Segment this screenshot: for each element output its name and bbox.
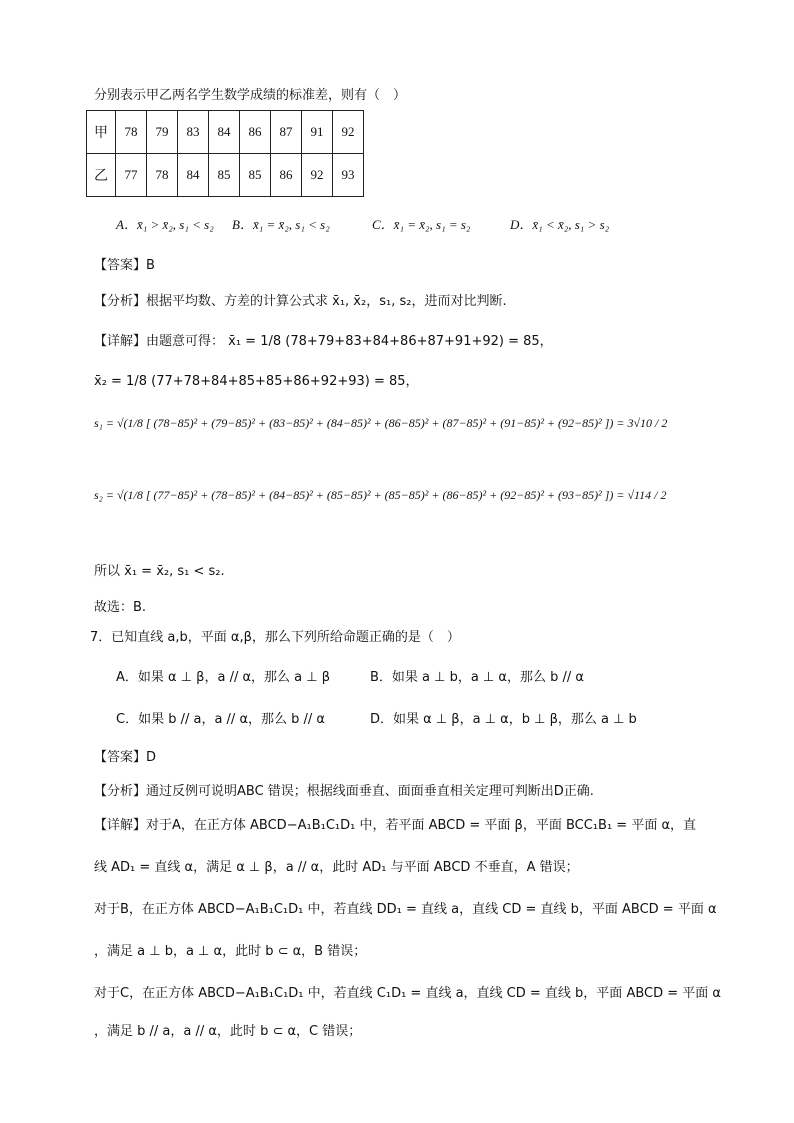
table-row	[87, 111, 364, 154]
table-cell: 78	[147, 154, 178, 197]
q7-detail-6: ，满足 b // a，a // α，此时 b ⊂ α，C 错误；	[94, 1024, 362, 1039]
q6-answer: 【答案】B	[94, 258, 155, 273]
row-label: 乙	[87, 154, 116, 197]
table-cell: 92	[333, 111, 364, 154]
q6-conclusion: 所以 x̄₁ = x̄₂, s₁ < s₂.	[94, 564, 225, 579]
table-cell: 85	[209, 154, 240, 197]
table-cell: 86	[240, 111, 271, 154]
q7-detail-1: 【详解】对于A，在正方体 ABCD−A₁B₁C₁D₁ 中，若平面 ABCD = 平面 β，平面 BCC₁B₁ = 平面 α，直	[94, 818, 697, 833]
q7-option-d: D．如果 α ⊥ β，a ⊥ α，b ⊥ β，那么 a ⊥ b	[370, 712, 637, 727]
table-cell: 79	[147, 111, 178, 154]
q6-option-d: D．x̄₁ < x̄₂, s₁ > s₂	[510, 217, 610, 232]
table-cell: 92	[302, 154, 333, 197]
table-cell: 86	[271, 154, 302, 197]
q7-detail-3: 对于B，在正方体 ABCD−A₁B₁C₁D₁ 中，若直线 DD₁ = 直线 a，直线 CD = 直线 b，平面 ABCD = 平面 α	[94, 902, 717, 917]
q7-option-c: C．如果 b // a，a // α，那么 b // α	[116, 712, 325, 727]
q6-detail-mean-1: 【详解】由题意可得： x̄₁ = 1/8 (78+79+83+84+86+87+91+92) = 85，	[94, 334, 553, 349]
q7-detail-2: 线 AD₁ = 直线 α，满足 α ⊥ β，a // α，此时 AD₁ 与平面 ABCD 不垂直，A 错误；	[94, 860, 579, 875]
table-cell: 84	[209, 111, 240, 154]
table-cell: 84	[178, 154, 209, 197]
q7-detail-5: 对于C，在正方体 ABCD−A₁B₁C₁D₁ 中，若直线 C₁D₁ = 直线 a，直线 CD = 直线 b，平面 ABCD = 平面 α	[94, 986, 721, 1001]
table-cell: 78	[116, 111, 147, 154]
table-row	[87, 154, 364, 197]
q6-std-dev-2: s₂ = √(1/8 [ (77−85)² + (78−85)² + (84−85)² + (85−85)² + (85−85)² + (86−85)² + (92−85)² + (93−85)² ]) = √114 / 2	[94, 488, 667, 502]
q6-analysis: 【分析】根据平均数、方差的计算公式求 x̄₁, x̄₂，s₁, s₂，进而对比判断.	[94, 294, 507, 309]
q7-detail-4: ，满足 a ⊥ b，a ⊥ α，此时 b ⊂ α，B 错误；	[94, 944, 367, 959]
score-table	[86, 110, 364, 197]
q6-option-b: B．x̄₁ = x̄₂, s₁ < s₂	[232, 217, 330, 232]
q7-stem: 7．已知直线 a,b，平面 α,β，那么下列所给命题正确的是（ ）	[90, 630, 460, 645]
table-cell: 83	[178, 111, 209, 154]
table-cell: 87	[271, 111, 302, 154]
intro-line: 分别表示甲乙两名学生数学成绩的标准差，则有（ ）	[94, 88, 407, 103]
q7-analysis: 【分析】通过反例可说明ABC 错误；根据线面垂直、面面垂直相关定理可判断出D正确.	[94, 784, 594, 799]
q7-option-a: A．如果 α ⊥ β，a // α，那么 a ⊥ β	[116, 670, 331, 685]
q7-option-b: B．如果 a ⊥ b，a ⊥ α，那么 b // α	[370, 670, 584, 685]
q6-option-a: A．x̄₁ > x̄₂, s₁ < s₂	[116, 217, 214, 232]
q6-detail-mean-2: x̄₂ = 1/8 (77+78+84+85+85+86+92+93) = 85，	[94, 374, 419, 389]
row-label: 甲	[87, 111, 116, 154]
table-cell: 93	[333, 154, 364, 197]
q6-std-dev-1: s₁ = √(1/8 [ (78−85)² + (79−85)² + (83−85)² + (84−85)² + (86−85)² + (87−85)² + (91−85)² + (92−85)² ]) = 3√10 / 2	[94, 416, 668, 430]
q6-choice: 故选：B.	[94, 600, 147, 615]
table-cell: 91	[302, 111, 333, 154]
q7-answer: 【答案】D	[94, 750, 157, 765]
table-cell: 77	[116, 154, 147, 197]
q6-option-c: C．x̄₁ = x̄₂, s₁ = s₂	[372, 217, 471, 232]
table-cell: 85	[240, 154, 271, 197]
